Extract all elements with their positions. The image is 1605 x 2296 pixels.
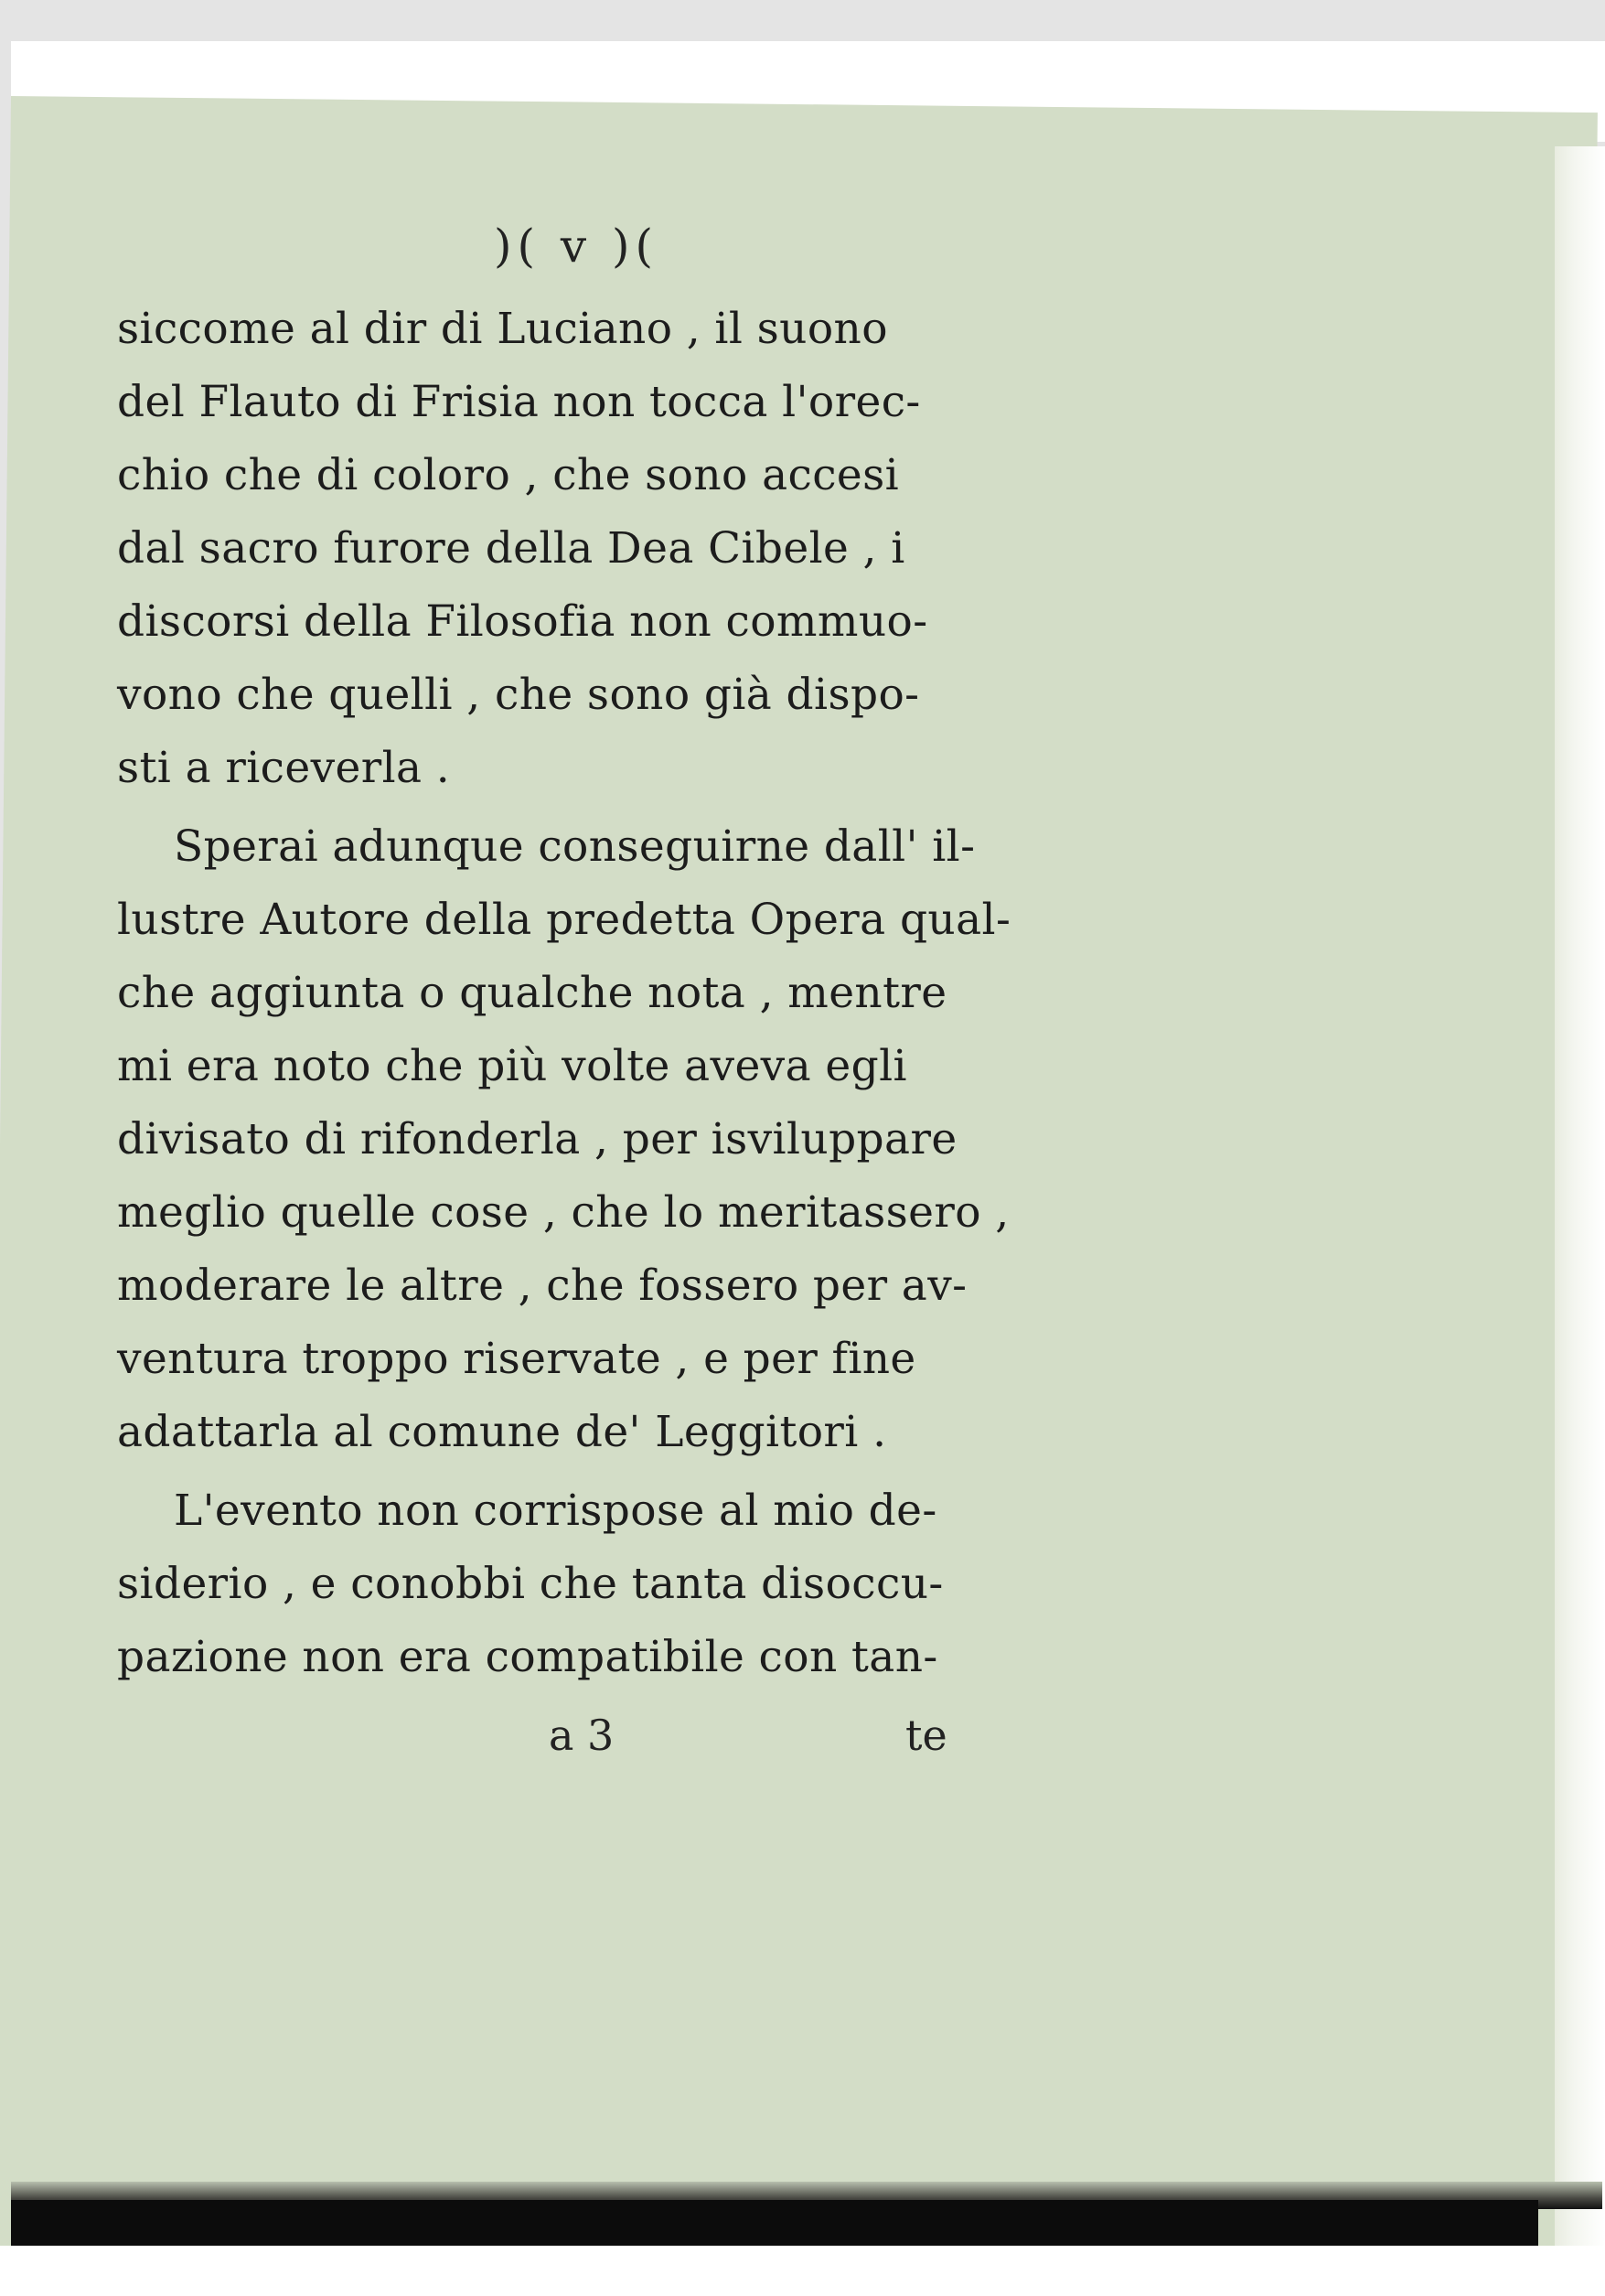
text-line: dal sacro furore della Dea Cibele , i: [117, 523, 905, 574]
text-line: siderio , e conobbi che tanta disoccu-: [117, 1559, 944, 1609]
page-header: )( v )(: [493, 220, 659, 273]
text-line: del Flauto di Frisia non tocca l'orec-: [117, 377, 921, 427]
catchword: te: [905, 1711, 947, 1760]
body-text: [117, 293, 1009, 1694]
text-line: meglio quelle cose , che lo meritassero ,: [117, 1187, 1010, 1238]
signature-mark: a 3: [549, 1711, 615, 1760]
text-line: chio che di coloro , che sono accesi: [117, 450, 900, 500]
text-line: adattarla al comune de' Leggitori .: [117, 1407, 887, 1457]
text-line: che aggiunta o qualche nota , mentre: [117, 968, 947, 1018]
text-line: mi era noto che più volte aveva egli: [117, 1041, 907, 1091]
text-line: vono che quelli , che sono già dispo-: [117, 670, 920, 720]
text-line: pazione non era compatibile con tan-: [117, 1632, 938, 1682]
text-line: lustre Autore della predetta Opera qual-: [117, 895, 1011, 945]
scan-bottom-margin: [0, 2246, 1605, 2296]
text-line: sti a riceverla .: [117, 743, 451, 793]
text-line: L'evento non corrispose al mio de-: [174, 1486, 937, 1536]
text-line: moderare le altre , che fossero per av-: [117, 1261, 968, 1311]
page-edge: [1555, 146, 1605, 2250]
text-line: ventura troppo riservate , e per fine: [117, 1334, 916, 1384]
text-line: siccome al dir di Luciano , il suono: [117, 304, 888, 354]
text-line: Sperai adunque conseguirne dall' il-: [174, 821, 976, 872]
text-line: discorsi della Filosofia non commuo-: [117, 596, 928, 647]
text-line: divisato di rifonderla , per isviluppare: [117, 1114, 958, 1164]
scan-bottom-border: [11, 2200, 1538, 2246]
